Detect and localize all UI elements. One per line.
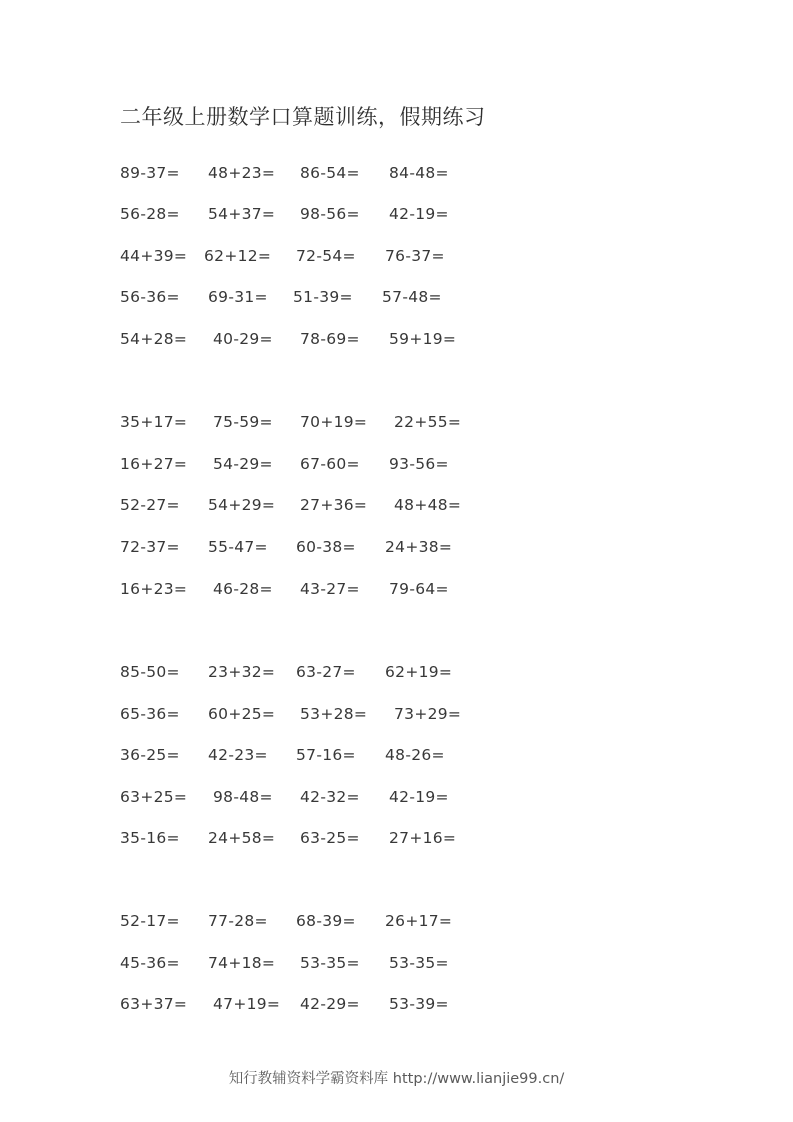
problem-row [0,535,793,559]
arithmetic-problem: 36-25= [120,746,180,764]
problem-row [0,244,793,268]
arithmetic-problem: 59+19= [389,330,457,348]
problem-row [0,702,793,726]
arithmetic-problem: 45-36= [120,954,180,972]
arithmetic-problem: 75-59= [213,413,273,431]
arithmetic-problem: 60-38= [296,538,356,556]
problem-row [0,577,793,601]
problem-row [0,452,793,476]
arithmetic-problem: 93-56= [389,455,449,473]
arithmetic-problem: 67-60= [300,455,360,473]
arithmetic-problem: 98-48= [213,788,273,806]
arithmetic-problem: 73+29= [394,705,462,723]
footer-text[interactable]: 知行教辅资料学霸资料库 http://www.lianjie99.cn/ [228,1071,565,1087]
arithmetic-problem: 70+19= [300,413,368,431]
problem-row [0,161,793,185]
problem-row [0,660,793,684]
arithmetic-problem: 23+32= [208,663,276,681]
arithmetic-problem: 55-47= [208,538,268,556]
arithmetic-problem: 63-27= [296,663,356,681]
arithmetic-problem: 98-56= [300,205,360,223]
problem-row [0,327,793,351]
arithmetic-problem: 84-48= [389,164,449,182]
arithmetic-problem: 22+55= [394,413,462,431]
arithmetic-problem: 76-37= [385,247,445,265]
arithmetic-problem: 24+58= [208,829,276,847]
arithmetic-problem: 26+17= [385,912,453,930]
arithmetic-problem: 74+18= [208,954,276,972]
arithmetic-problem: 63+37= [120,995,188,1013]
arithmetic-problem: 57-48= [382,288,442,306]
arithmetic-problem: 85-50= [120,663,180,681]
arithmetic-problem: 40-29= [213,330,273,348]
arithmetic-problem: 63+25= [120,788,188,806]
arithmetic-problem: 48-26= [385,746,445,764]
arithmetic-problem: 52-27= [120,496,180,514]
problem-row [0,285,793,309]
arithmetic-problem: 53-35= [300,954,360,972]
arithmetic-problem: 68-39= [296,912,356,930]
problem-row [0,826,793,850]
arithmetic-problem: 53+28= [300,705,368,723]
problem-row [0,785,793,809]
arithmetic-problem: 48+23= [208,164,276,182]
problem-row [0,493,793,517]
arithmetic-problem: 57-16= [296,746,356,764]
arithmetic-problem: 47+19= [213,995,281,1013]
arithmetic-problem: 16+27= [120,455,188,473]
arithmetic-problem: 79-64= [389,580,449,598]
problem-row [0,909,793,933]
arithmetic-problem: 86-54= [300,164,360,182]
arithmetic-problem: 54+29= [208,496,276,514]
problem-row [0,951,793,975]
arithmetic-problem: 54-29= [213,455,273,473]
arithmetic-problem: 52-17= [120,912,180,930]
arithmetic-problem: 53-35= [389,954,449,972]
arithmetic-problem: 42-19= [389,788,449,806]
arithmetic-problem: 42-32= [300,788,360,806]
problem-row [0,743,793,767]
arithmetic-problem: 53-39= [389,995,449,1013]
arithmetic-problem: 24+38= [385,538,453,556]
arithmetic-problem: 65-36= [120,705,180,723]
arithmetic-problem: 42-29= [300,995,360,1013]
arithmetic-problem: 35+17= [120,413,188,431]
arithmetic-problem: 56-36= [120,288,180,306]
problem-row [0,992,793,1016]
arithmetic-problem: 42-19= [389,205,449,223]
problem-row [0,202,793,226]
page-title: 二年级上册数学口算题训练，假期练习 [120,105,486,129]
arithmetic-problem: 56-28= [120,205,180,223]
arithmetic-problem: 69-31= [208,288,268,306]
arithmetic-problem: 89-37= [120,164,180,182]
arithmetic-problem: 62+19= [385,663,453,681]
arithmetic-problem: 43-27= [300,580,360,598]
arithmetic-problem: 60+25= [208,705,276,723]
arithmetic-problem: 27+36= [300,496,368,514]
arithmetic-problem: 44+39= [120,247,188,265]
arithmetic-problem: 78-69= [300,330,360,348]
arithmetic-problem: 77-28= [208,912,268,930]
arithmetic-problem: 27+16= [389,829,457,847]
arithmetic-problem: 48+48= [394,496,462,514]
arithmetic-problem: 72-54= [296,247,356,265]
arithmetic-problem: 54+37= [208,205,276,223]
arithmetic-problem: 54+28= [120,330,188,348]
arithmetic-problem: 46-28= [213,580,273,598]
arithmetic-problem: 35-16= [120,829,180,847]
arithmetic-problem: 42-23= [208,746,268,764]
arithmetic-problem: 72-37= [120,538,180,556]
arithmetic-problem: 62+12= [204,247,272,265]
arithmetic-problem: 16+23= [120,580,188,598]
arithmetic-problem: 63-25= [300,829,360,847]
problem-row [0,410,793,434]
arithmetic-problem: 51-39= [293,288,353,306]
